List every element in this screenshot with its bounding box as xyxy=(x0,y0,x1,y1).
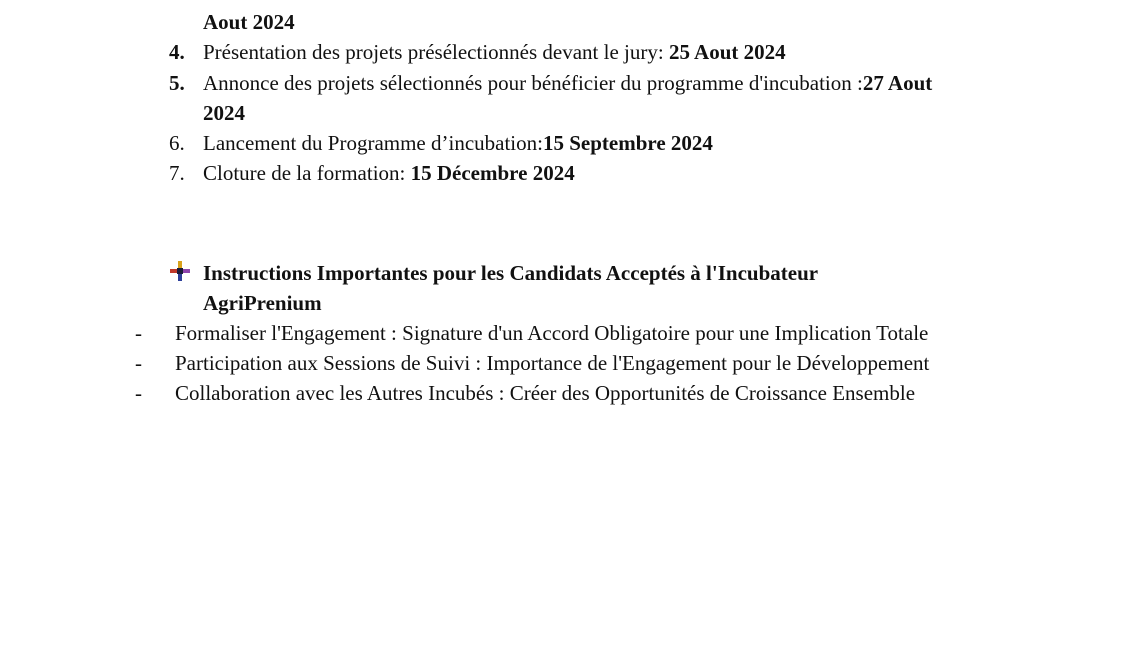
item-7-number: 7. xyxy=(169,161,185,185)
list-dash: - xyxy=(135,321,142,345)
item-5 xyxy=(203,68,932,98)
item-6-text: Lancement du Programme d’incubation: xyxy=(203,131,543,155)
item-6-date: 15 Septembre 2024 xyxy=(542,131,713,155)
instruction-item-collaboration: Collaboration avec les Autres Incubés : Créer des Opportunités de Croissance Ensemble xyxy=(175,381,916,405)
item-4 xyxy=(203,37,786,67)
list-dash: - xyxy=(135,381,142,405)
item-6-number: 6. xyxy=(169,131,185,155)
instruction-item-follow-up: Participation aux Sessions de Suivi : Importance de l'Engagement pour le Développement xyxy=(175,351,930,375)
item-5-date-continuation: 2024 xyxy=(203,101,245,125)
item-7-date: 15 Décembre 2024 xyxy=(410,161,575,185)
item-7-text: Cloture de la formation: xyxy=(203,161,411,185)
item-5-text: Annonce des projets sélectionnés pour bénéficier du programme d'incubation : xyxy=(203,71,863,95)
list-dash: - xyxy=(135,351,142,375)
item-4-date: 25 Aout 2024 xyxy=(668,40,786,64)
item-5-number: 5. xyxy=(169,71,185,95)
item-3-continuation: Aout 2024 xyxy=(203,10,295,34)
colored-cross-bullet-icon xyxy=(169,260,191,282)
item-6 xyxy=(203,128,713,158)
instructions-title-line-2: AgriPrenium xyxy=(203,291,322,315)
item-4-number: 4. xyxy=(169,40,185,64)
instruction-item-engagement: Formaliser l'Engagement : Signature d'un Accord Obligatoire pour une Implication Totale xyxy=(175,321,929,345)
item-7 xyxy=(203,158,575,188)
item-5-date: 27 Aout xyxy=(862,71,933,95)
item-4-text: Présentation des projets présélectionnés devant le jury: xyxy=(203,40,669,64)
instructions-title-line-1: Instructions Importantes pour les Candidats Acceptés à l'Incubateur xyxy=(203,261,819,285)
